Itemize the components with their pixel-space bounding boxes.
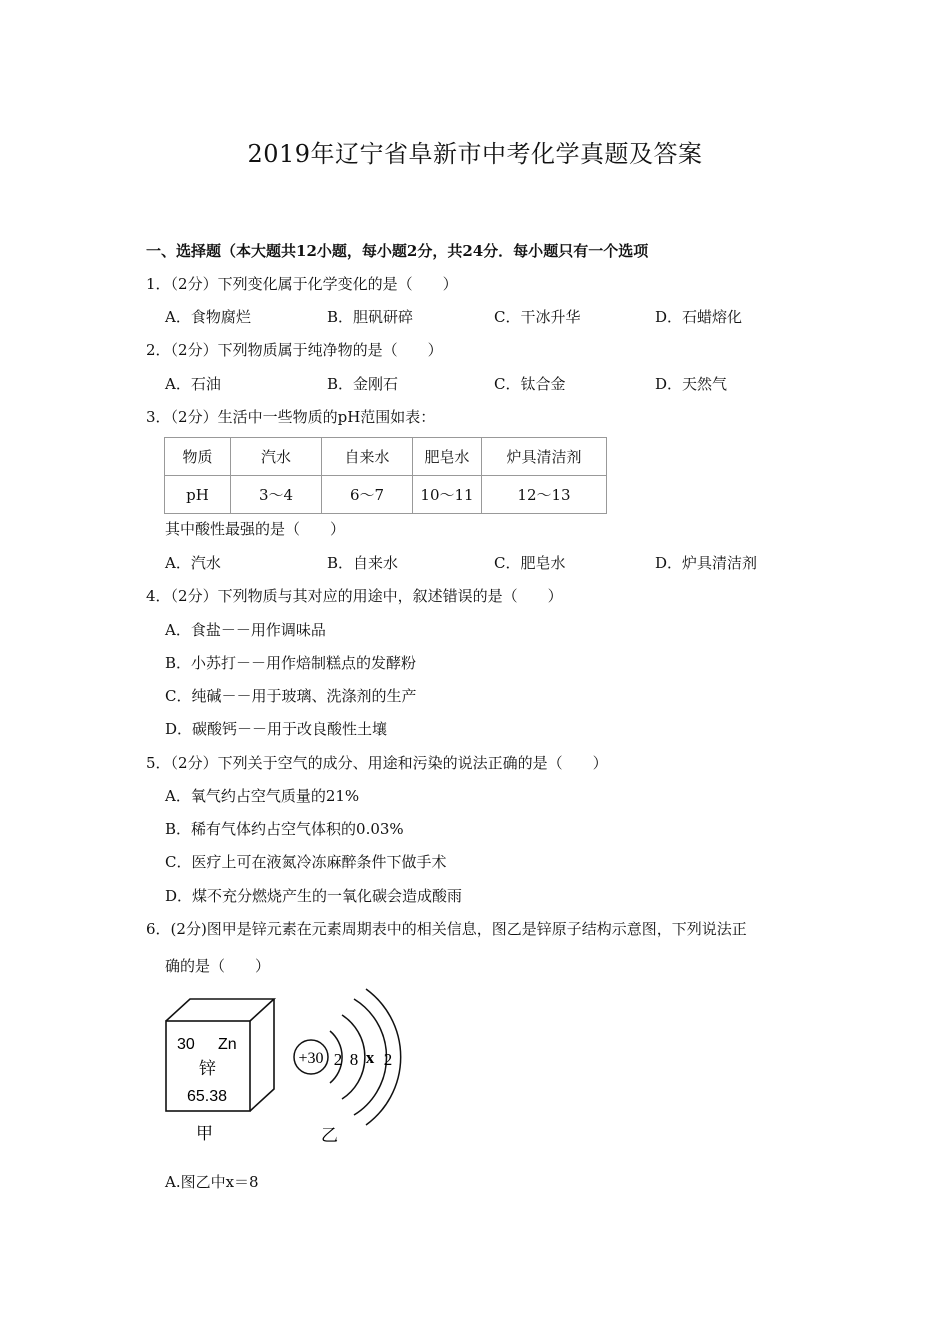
question-3-followup: 其中酸性最强的是（ ） [165, 520, 346, 538]
question-2-option-a: A．石油 [165, 375, 221, 393]
ph-table-cell: 肥皂水 [413, 438, 482, 476]
question-3-option-a: A．汽水 [165, 554, 221, 572]
nucleus-charge: +30 [298, 1050, 324, 1067]
ph-table-value-row [165, 476, 607, 514]
ph-table-cell: 炉具清洁剂 [482, 438, 607, 476]
question-2-option-c: C．钛合金 [494, 375, 566, 393]
question-3-stem: 3．（2分）生活中一些物质的pH范围如表： [146, 408, 436, 426]
ph-table-cell: 10～11 [413, 476, 482, 514]
question-5-option-c: C．医疗上可在液氮冷冻麻醉条件下做手术 [165, 853, 447, 871]
question-2-stem: 2．（2分）下列物质属于纯净物的是（ ） [146, 341, 443, 359]
question-5-option-a: A．氧气约占空气质量的21% [165, 787, 360, 805]
section-heading: 一、选择题（本大题共12小题，每小题2分，共24分．每小题只有一个选项 [146, 242, 649, 260]
question-4-option-d: D．碳酸钙－－用于改良酸性土壤 [165, 720, 388, 738]
ph-table-cell: 12～13 [482, 476, 607, 514]
question-2-option-b: B．金刚石 [327, 375, 399, 393]
ph-table-cell: 物质 [165, 438, 231, 476]
question-1-stem: 1．（2分）下列变化属于化学变化的是（ ） [146, 275, 458, 293]
ph-table-cell: 6～7 [322, 476, 413, 514]
shell-electron-count: 8 [349, 1050, 359, 1069]
question-5-stem: 5．（2分）下列关于空气的成分、用途和污染的说法正确的是（ ） [146, 754, 608, 772]
page-title: 2019年辽宁省阜新市中考化学真题及答案 [247, 140, 703, 168]
ph-table-header-row [165, 438, 607, 476]
ph-table-cell: 汽水 [231, 438, 322, 476]
ph-table-cell: 3～4 [231, 476, 322, 514]
element-atomic-mass: 65.38 [187, 1088, 228, 1105]
question-5-option-d: D．煤不充分燃烧产生的一氧化碳会造成酸雨 [165, 887, 463, 905]
question-2-option-d: D．天然气 [655, 375, 728, 393]
question-6-option-a: A.图乙中x＝8 [165, 1173, 259, 1191]
shell-electron-count: 2 [383, 1050, 393, 1069]
shell-electron-count: x [365, 1048, 375, 1067]
question-1-option-d: D．石蜡熔化 [655, 308, 743, 326]
question-3-option-c: C．肥皂水 [494, 554, 566, 572]
ph-table [164, 437, 607, 514]
question-3-option-d: D．炉具清洁剂 [655, 554, 758, 572]
question-1-option-c: C．干冰升华 [494, 308, 581, 326]
question-6-stem: 6．(2分)图甲是锌元素在元素周期表中的相关信息，图乙是锌原子结构示意图，下列说法正 [146, 920, 747, 938]
question-6-stem-continued: 确的是（ ） [165, 957, 271, 975]
question-4-stem: 4．（2分）下列物质与其对应的用途中，叙述错误的是（ ） [146, 587, 563, 605]
ph-table-cell: 自来水 [322, 438, 413, 476]
figure-label-a: 甲 [196, 1124, 213, 1144]
question-4-option-a: A．食盐－－用作调味品 [165, 621, 326, 639]
figure-label-b: 乙 [321, 1126, 338, 1145]
question-1-option-a: A．食物腐烂 [165, 308, 251, 326]
question-1-option-b: B．胆矾研碎 [327, 308, 414, 326]
question-4-option-c: C．纯碱－－用于玻璃、洗涤剂的生产 [165, 687, 417, 705]
element-atomic-number: 30 [177, 1036, 195, 1053]
element-name: 锌 [199, 1059, 216, 1079]
shell-electron-count: 2 [333, 1050, 343, 1069]
ph-table-cell: pH [165, 476, 231, 514]
question-3-option-b: B．自来水 [327, 554, 399, 572]
zinc-figure [160, 985, 420, 1145]
question-5-option-b: B．稀有气体约占空气体积的0.03% [165, 820, 404, 838]
question-4-option-b: B．小苏打－－用作焙制糕点的发酵粉 [165, 654, 417, 672]
element-symbol: Zn [218, 1036, 237, 1053]
